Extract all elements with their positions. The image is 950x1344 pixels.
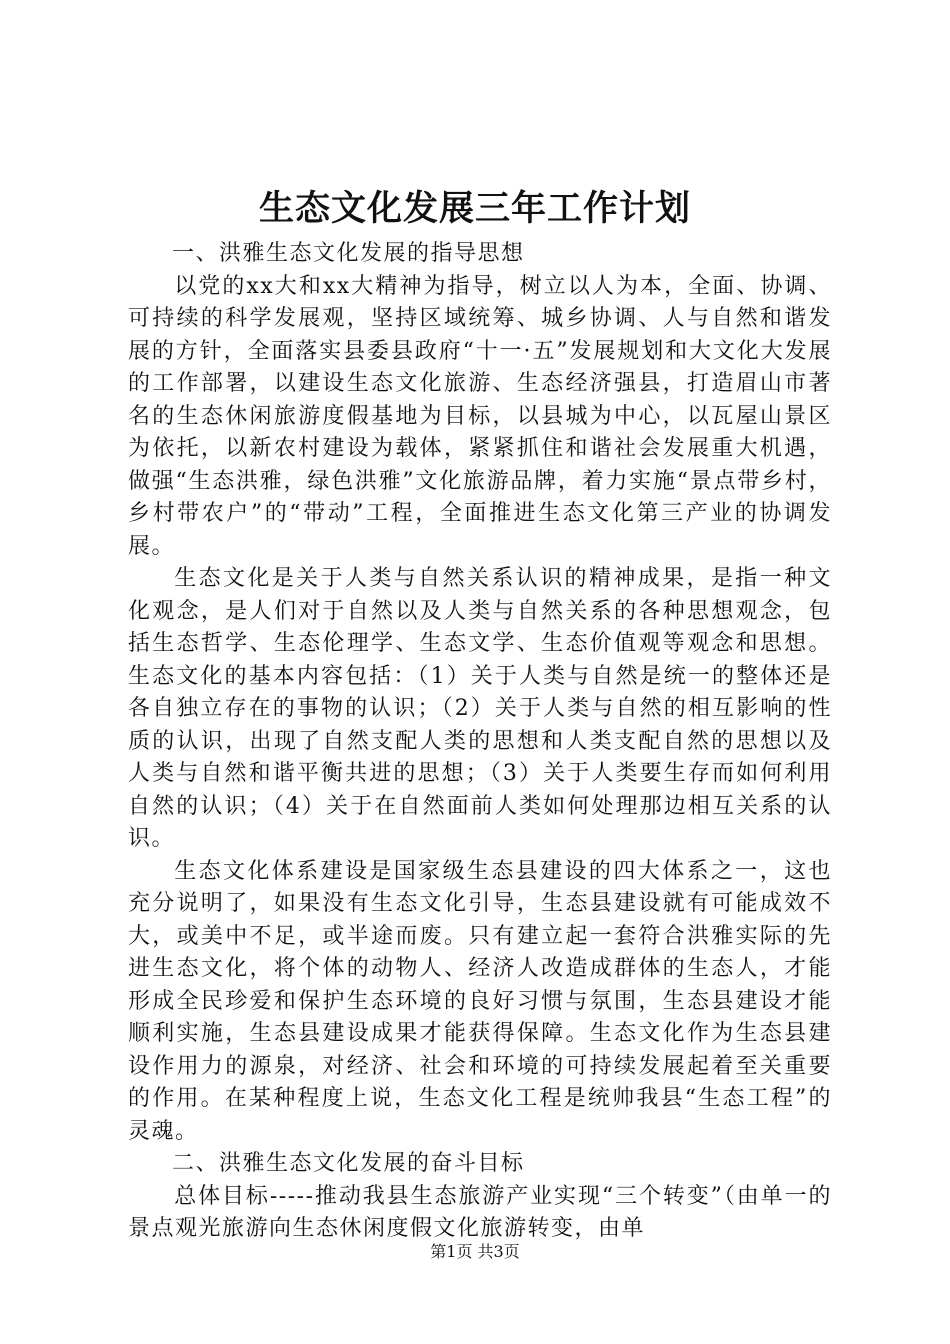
paragraph-guiding-thought: 以党的xx大和xx大精神为指导，树立以人为本，全面、协调、可持续的科学发展观，坚持区域统筹、城乡协调、人与自然和谐发展的方针，全面落实县委县政府“十一·五”发展规划和大文化大发展的工作部署，以建设生态文化旅游、生态经济强县，打造眉山市著名的生态休闲旅游度假基地为目标，以县城为中心，以瓦屋山景区为依托，以新农村建设为载体，紧紧抓住和谐社会发展重大机遇，做强“生态洪雅，绿色洪雅”文化旅游品牌，着力实施“景点带乡村，乡村带农户”的“带动”工程，全面推进生态文化第三产业的协调发展。: [128, 273, 832, 559]
section-heading-2: 二、洪雅生态文化发展的奋斗目标: [172, 1151, 525, 1176]
section-heading-1: 一、洪雅生态文化发展的指导思想: [172, 241, 525, 266]
document-title: 生态文化发展三年工作计划: [258, 188, 691, 229]
page-footer: 第1页 共3页: [430, 1242, 520, 1261]
paragraph-eco-culture-definition: 生态文化是关于人类与自然关系认识的精神成果，是指一种文化观念，是人们对于自然以及人类与自然关系的各种思想观念，包括生态哲学、生态伦理学、生态文学、生态价值观等观念和思想。生态文化的基本内容包括：（1）关于人类与自然是统一的整体还是各自独立存在的事物的认识；（2）关于人类与自然的相互影响的性质的认识，出现了自然支配人类的思想和人类支配自然的思想以及人类与自然和谐平衡共进的思想；（3）关于人类要生存而如何利用自然的认识；（4）关于在自然面前人类如何处理那边相互关系的认识。: [128, 566, 832, 851]
paragraph-overall-goal: 总体目标-----推动我县生态旅游产业实现“三个转变”（由单一的景点观光旅游向生态休闲度假文化旅游转变，由单: [128, 1183, 832, 1241]
document-body: [128, 238, 832, 1246]
paragraph-eco-culture-system: 生态文化体系建设是国家级生态县建设的四大体系之一，这也充分说明了，如果没有生态文化引导，生态县建设就有可能成效不大，或美中不足，或半途而废。只有建立起一套符合洪雅实际的先进生态文化，将个体的动物人、经济人改造成群体的生态人，才能形成全民珍爱和保护生态环境的良好习惯与氛围，生态县建设才能顺利实施，生态县建设成果才能获得保障。生态文化作为生态县建设作用力的源泉，对经济、社会和环境的可持续发展起着至关重要的作用。在某种程度上说，生态文化工程是统帅我县“生态工程”的灵魂。: [128, 858, 832, 1144]
